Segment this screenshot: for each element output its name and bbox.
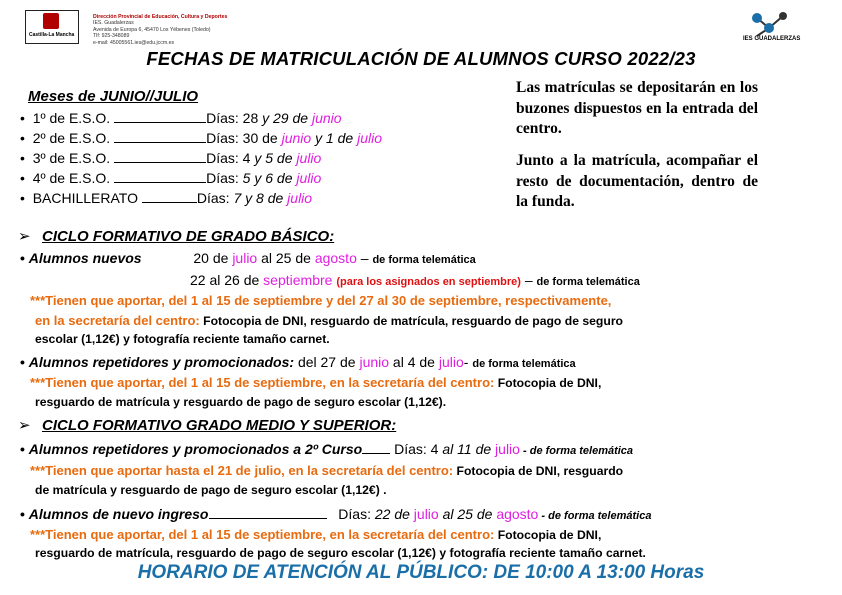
header-line: IES. Guadalerzas xyxy=(93,20,134,27)
course-name: BACHILLERATO xyxy=(32,190,138,206)
office-hours-footer: HORARIO DE ATENCIÓN AL PÚBLICO: DE 10:00 A 13:00 Horas xyxy=(137,562,705,583)
coat-of-arms-icon xyxy=(43,13,59,29)
basico-requirements-line: en la secretaría del centro: Fotocopia de DNI, resguardo de matrícula, resguardo de pago de seguro xyxy=(35,313,624,328)
eso-row: • 4º de E.S.O. Días: 5 y 6 de julio xyxy=(20,170,322,186)
page-title: FECHAS DE MATRICULACIÓN DE ALUMNOS CURSO 2022/23 xyxy=(146,48,696,69)
basico-rep-requirements-line: resguardo de matrícula y resguardo de pago de seguro escolar (1,12€). xyxy=(35,395,447,409)
arrow-icon: ➢ xyxy=(18,417,31,434)
basico-requirements-line: escolar (1,12€) y fotografía reciente tamaño carnet. xyxy=(35,332,330,346)
eso-row: • 2º de E.S.O. Días: 30 de junio y 1 de julio xyxy=(20,130,383,146)
course-name: 1º de E.S.O. xyxy=(32,110,111,126)
course-name: 3º de E.S.O. xyxy=(32,150,111,166)
medio-nuevo-requirements-line: resguardo de matrícula, resguardo de pago de seguro escolar (1,12€) y fotografía reciente tamaño carnet. xyxy=(35,546,646,560)
arrow-icon: ➢ xyxy=(18,228,31,245)
medio-nuevo-row: • Alumnos de nuevo ingreso Días: 22 de julio al 25 de agosto - de forma telemática xyxy=(20,506,652,522)
medio-rep-requirements-line: de matrícula y resguardo de pago de seguro escolar (1,12€) . xyxy=(35,483,387,497)
eso-heading: Meses de JUNIO//JULIO xyxy=(28,88,199,105)
basico-sept-row: 22 al 26 de septiembre (para los asignados en septiembre) – de forma telemática xyxy=(190,272,640,288)
eso-row: • BACHILLERATO Días: 7 y 8 de julio xyxy=(20,190,313,206)
medio-nuevo-requirements-line: ***Tienen que aportar, del 1 al 15 de septiembre, en la secretaría del centro: Fotocopia de DNI, xyxy=(30,527,602,542)
eso-row: • 3º de E.S.O. Días: 4 y 5 de julio xyxy=(20,150,322,166)
basico-repetidores-row: • Alumnos repetidores y promocionados: del 27 de junio al 4 de julio- de forma telemática xyxy=(20,354,576,370)
course-name: 2º de E.S.O. xyxy=(32,130,111,146)
basico-requirements-line: ***Tienen que aportar, del 1 al 15 de septiembre y del 27 al 30 de septiembre, respectivamente, xyxy=(30,293,612,308)
header-line: Avenida de Europa 6, 45470 Los Yébenes (Toledo) xyxy=(93,26,211,33)
eso-row: • 1º de E.S.O. Días: 28 y 29 de junio xyxy=(20,110,342,126)
header-line: Tlf: 925-348089 xyxy=(93,33,130,40)
institution-header xyxy=(93,14,227,46)
basico-heading: CICLO FORMATIVO DE GRADO BÁSICO: xyxy=(42,228,335,245)
basico-nuevos-row: • Alumnos nuevos 20 de julio al 25 de agosto – de forma telemática xyxy=(20,250,476,266)
header-line: e-mail: 45005561.ies@edu.jccm.es xyxy=(93,39,175,46)
ies-logo xyxy=(743,10,803,46)
ies-logo-text: IES GUADALERZAS xyxy=(743,36,801,42)
side-note-deposit: Las matrículas se depositarán en los buzones dispuestos en la entrada del centro. xyxy=(516,79,758,137)
side-note-documents: Junto a la matrícula, acompañar el resto de documentación, dentro de la funda. xyxy=(516,152,758,210)
medio-repetidores-row: • Alumnos repetidores y promocionados a 2º Curso Días: 4 al 11 de julio - de forma telemática xyxy=(20,441,634,457)
basico-rep-requirements-line: ***Tienen que aportar, del 1 al 15 de septiembre, en la secretaría del centro: Fotocopia de DNI, xyxy=(30,375,602,390)
logo-text: Castilla-La Mancha xyxy=(29,32,75,38)
course-name: 4º de E.S.O. xyxy=(32,170,111,186)
castilla-la-mancha-logo xyxy=(25,10,79,44)
header-line: Dirección Provincial de Educación, Cultura y Deportes xyxy=(93,14,228,20)
medio-rep-requirements-line: ***Tienen que aportar hasta el 21 de julio, en la secretaría del centro: Fotocopia de DNI, resguardo xyxy=(30,463,624,478)
medio-heading: CICLO FORMATIVO GRADO MEDIO Y SUPERIOR: xyxy=(42,417,397,434)
